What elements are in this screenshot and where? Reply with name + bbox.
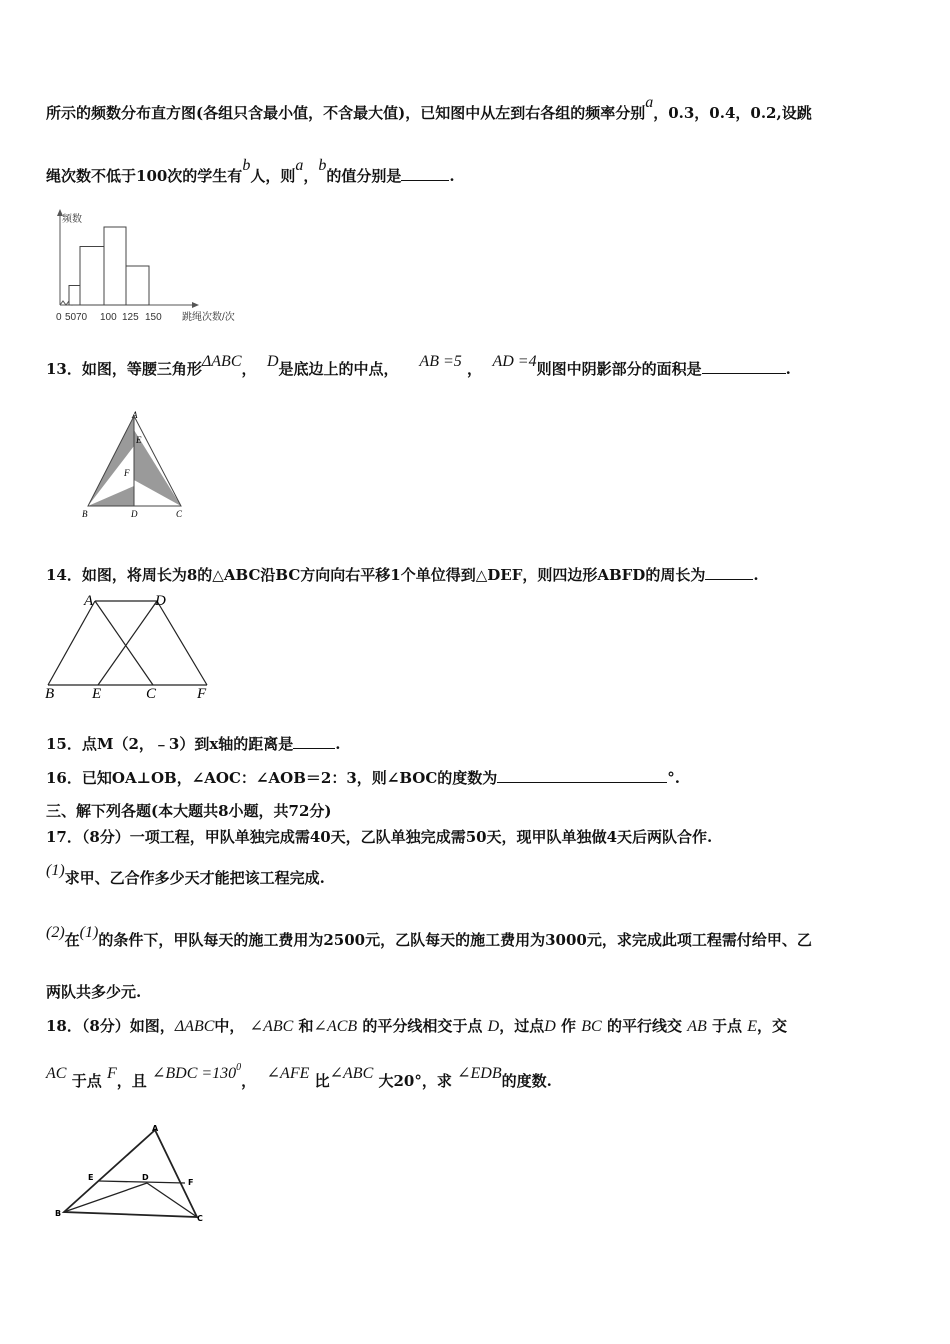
- figure-18: [52, 1120, 212, 1225]
- figure-14: [40, 588, 220, 703]
- q15-text: 15．点M（2，﹣3）到x轴的距离是 .: [46, 735, 341, 753]
- histogram-tick-label: 50: [65, 312, 77, 323]
- histogram-ylabel: 频数: [62, 214, 82, 225]
- answer-blank: [705, 567, 753, 580]
- svg-text:C: C: [146, 686, 157, 702]
- q18-line1: 18．（8分）如图，ΔABC中， ∠ABC 和∠ACB 的平分线相交于点 D，过点D 作 BC 的平行线交 AB 于点 E，交: [46, 1017, 788, 1035]
- svg-text:E: E: [136, 435, 142, 445]
- q13-text: 13．如图，等腰三角形ΔABC， D是底边上的中点， AB =5 ， AD =4则图中阴影部分的面积是 .: [46, 353, 791, 378]
- svg-text:B: B: [45, 686, 55, 702]
- section-heading: 三、解下列各题(本大题共8小题，共72分): [46, 802, 332, 820]
- var-a: a: [645, 94, 654, 111]
- histogram-xlabel: 跳绳次数/次: [182, 312, 235, 323]
- svg-text:C: C: [176, 509, 183, 519]
- svg-text:A: A: [152, 1124, 159, 1133]
- histogram-tick-label: 100: [100, 312, 117, 323]
- histogram-tick-label: 125: [122, 312, 139, 323]
- svg-text:F: F: [197, 686, 207, 702]
- svg-text:E: E: [88, 1173, 94, 1182]
- svg-text:F: F: [124, 468, 130, 478]
- q17-part2-cont: 两队共多少元.: [46, 983, 142, 1001]
- svg-text:A: A: [84, 593, 94, 609]
- q17-part2: (2)在(1)的条件下，甲队每天的施工费用为2500元，乙队每天的施工费用为3000元，求完成此项工程需付给甲、乙: [46, 924, 812, 949]
- histogram-bars: [69, 227, 149, 305]
- histogram-tick-label: 150: [145, 312, 162, 323]
- q12-line1: 所示的频数分布直方图(各组只含最小值，不含最大值)，已知图中从左到右各组的频率分别a，0.3，0.4，0.2,设跳: [46, 94, 812, 122]
- histogram-ticks: [56, 312, 162, 323]
- x-axis-arrow-icon: [192, 302, 199, 308]
- q17-part1: (1)求甲、乙合作多少天才能把该工程完成.: [46, 862, 325, 887]
- histogram-figure: [46, 205, 256, 330]
- svg-text:D: D: [131, 509, 138, 519]
- q17-text: 17．（8分）一项工程，甲队单独完成需40天，乙队单独完成需50天，现甲队单独做4天后两队合作.: [46, 828, 713, 846]
- answer-blank: [401, 168, 449, 181]
- q16-text: 16．已知OA⊥OB，∠AOC：∠AOB＝2：3，则∠BOC的度数为 °.: [46, 769, 681, 787]
- svg-text:E: E: [92, 686, 102, 702]
- answer-blank: [702, 361, 786, 374]
- svg-text:B: B: [82, 509, 88, 519]
- svg-text:F: F: [188, 1178, 194, 1187]
- svg-text:A: A: [132, 410, 138, 420]
- q18-line2: AC 于点 F，且 ∠BDC $=130^0$， ∠AFE 比∠ABC 大20°，求 ∠EDB的度数.: [46, 1062, 552, 1090]
- svg-text:D: D: [155, 593, 166, 609]
- q14-text: 14．如图，将周长为8的△ABC沿BC方向向右平移1个单位得到△DEF，则四边形ABFD的周长为 .: [46, 566, 759, 584]
- svg-text:B: B: [55, 1209, 62, 1218]
- answer-blank: [293, 736, 335, 749]
- svg-text:D: D: [142, 1173, 149, 1182]
- histogram-bar: [126, 266, 149, 305]
- histogram-bar: [80, 247, 104, 306]
- answer-blank: [497, 770, 667, 783]
- svg-text:C: C: [197, 1214, 203, 1223]
- figure-13: [76, 406, 196, 526]
- histogram-tick-label: 0: [56, 312, 62, 323]
- histogram-tick-label: 70: [76, 312, 88, 323]
- histogram-bar: [69, 286, 80, 306]
- histogram-bar: [104, 227, 126, 305]
- q12-line2: 绳次数不低于100次的学生有b人，则a，b的值分别是 .: [46, 157, 455, 185]
